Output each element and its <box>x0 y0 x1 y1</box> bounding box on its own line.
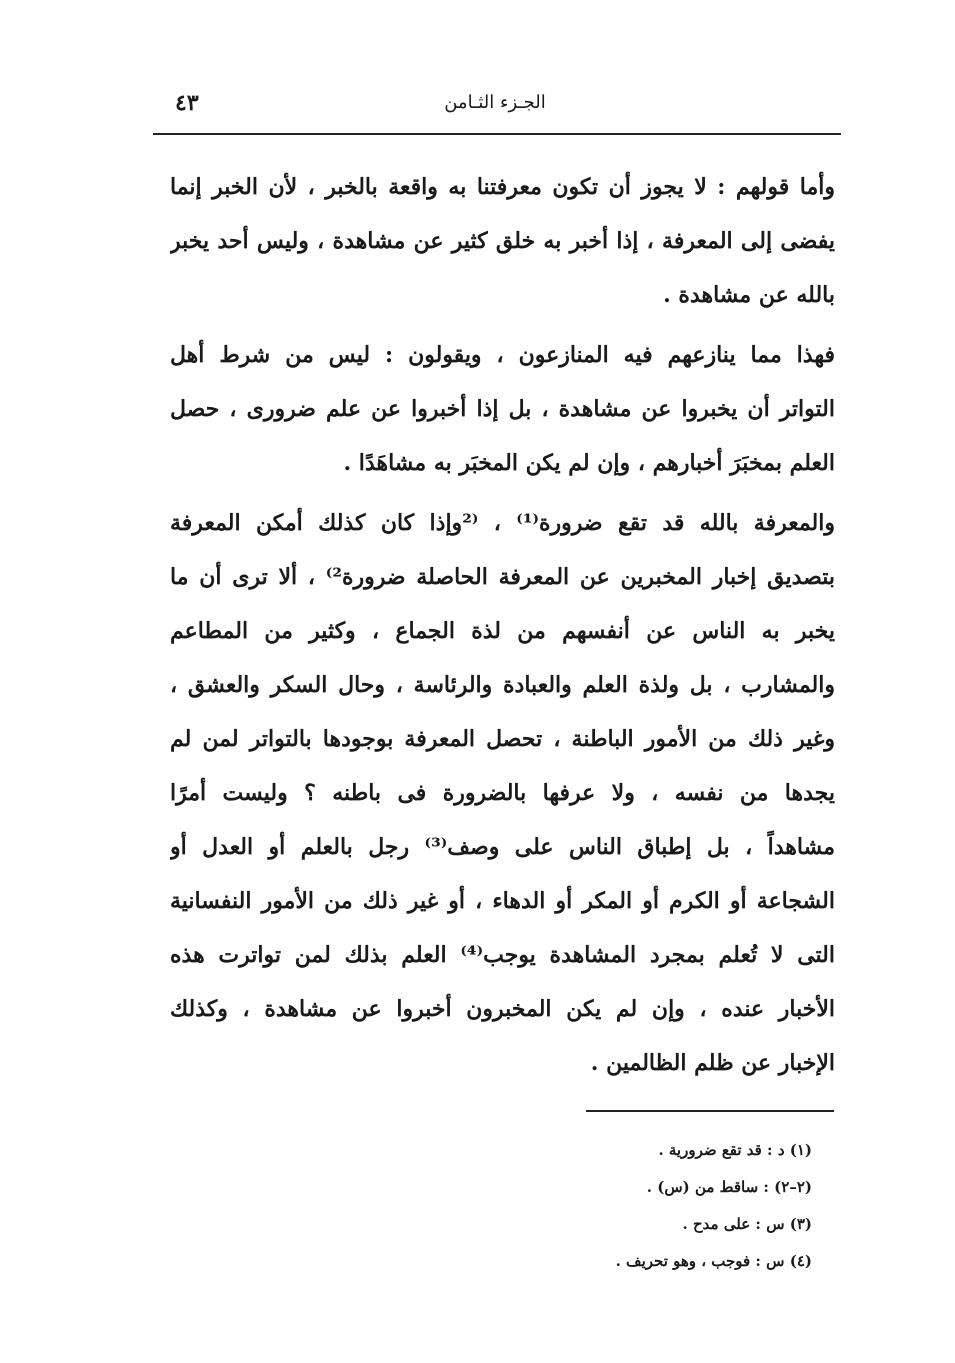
text-line: يجدها من نفسه ، ولا عرفها بالضرورة فى باطنه ؟ وليست أمرًا <box>170 780 835 806</box>
text-line: يفضى إلى المعرفة ، إذا أخبر به خلق كثير عن مشاهدة ، وليس أحد يخبر <box>170 228 835 254</box>
text-line: بالله عن مشاهدة . <box>663 282 835 308</box>
text-line: والمعرفة بالله قد تقع ضرورة⁽¹⁾ ، ⁽²وإذا كان كذلك أمكن المعرفة <box>170 510 835 536</box>
text-line: مشاهداً ، بل إطباق الناس على وصف⁽³⁾ رجل بالعلم أو العدل أو <box>170 834 835 860</box>
footnote: (١) د : قد تقع ضرورية . <box>658 1141 812 1159</box>
footnote: (٢–٢) : ساقط من (س) . <box>646 1178 812 1196</box>
text-line: التواتر أن يخبروا عن مشاهدة ، بل إذا أخبروا عن علم ضرورى ، حصل <box>170 396 835 422</box>
text-line: وغير ذلك من الأمور الباطنة ، تحصل المعرفة بوجودها بالتواتر لمن لم <box>170 726 835 752</box>
text-line: العلم بمخبَرَ أخبارهم ، وإن لم يكن المخبَر به مشاهَدًا . <box>343 450 835 476</box>
text-line: التى لا تُعلم بمجرد المشاهدة يوجب⁽⁴⁾ العلم بذلك لمن تواترت هذه <box>170 942 835 968</box>
footnote: (٤) س : فوجب ، وهو تحريف . <box>615 1252 812 1270</box>
text-line: يخبر به الناس عن أنفسهم من لذة الجماع ، وكثير من المطاعم <box>170 618 835 644</box>
running-title: الجـزء الثـامن <box>444 92 546 113</box>
page-number: ٤٣ <box>175 90 199 116</box>
text-line: الإخبار عن ظلم الظالمين . <box>590 1050 835 1076</box>
text-line: بتصديق إخبار المخبرين عن المعرفة الحاصلة ضرورة²⁾ ، ألا ترى أن ما <box>170 564 835 590</box>
footnote-divider <box>586 1110 834 1112</box>
text-line: الأخبار عنده ، وإن لم يكن المخبرون أخبروا عن مشاهدة ، وكذلك <box>170 996 835 1022</box>
text-line: فهذا مما ينازعهم فيه المنازعون ، ويقولون : ليس من شرط أهل <box>170 342 835 368</box>
text-line: والمشارب ، بل ولذة العلم والعبادة والرئاسة ، وحال السكر والعشق ، <box>170 672 835 698</box>
footnotes <box>420 1132 812 1280</box>
page-header <box>150 86 840 126</box>
header-divider <box>153 133 841 135</box>
footnote: (٣) س : على مدح . <box>682 1215 812 1233</box>
text-line: الشجاعة أو الكرم أو المكر أو الدهاء ، أو غير ذلك من الأمور النفسانية <box>170 888 835 914</box>
text-line: وأما قولهم : لا يجوز أن تكون معرفتنا به واقعة بالخبر ، لأن الخبر إنما <box>170 174 835 200</box>
main-text <box>170 160 835 1090</box>
